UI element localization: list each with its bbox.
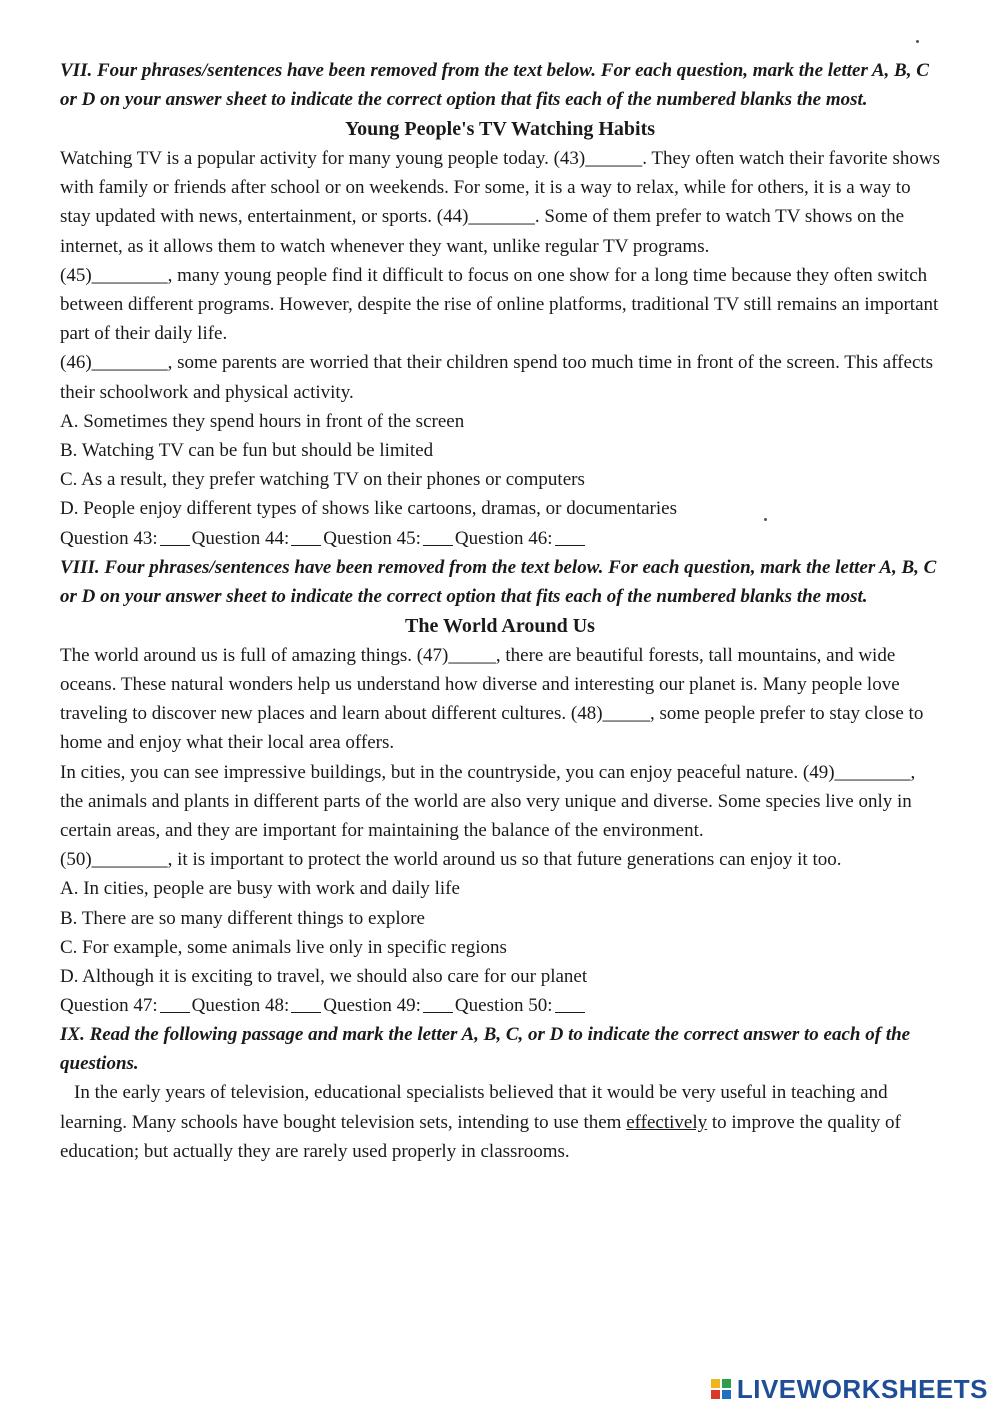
liveworksheets-logo-text: LIVEWORKSHEETS: [736, 1374, 988, 1404]
answer-label-48: Question 48:: [191, 995, 290, 1017]
answer-label-43: Question 43:: [60, 527, 158, 549]
section-7-answer-row: [60, 524, 940, 553]
section-8-heading: VIII. Four phrases/sentences have been removed from the text below. For each question, mark the letter A, B, C or D on your answer sheet to indicate the correct option that fits each of the numbered blanks the most.: [60, 556, 937, 607]
section-7-heading: VII. Four phrases/sentences have been removed from the text below. For each question, mark the letter A, B, C or D on your answer sheet to indicate the correct option that fits each of the numbered blanks the most.: [60, 60, 929, 110]
answer-blank-43[interactable]: [160, 527, 190, 546]
underlined-word: effectively: [626, 1111, 708, 1133]
section-7-option-d: D. People enjoy different types of shows like cartoons, dramas, or documentaries: [60, 498, 677, 520]
scan-speck: [916, 40, 919, 43]
logo-square-2: [722, 1379, 731, 1388]
section-7-title: Young People's TV Watching Habits: [344, 118, 656, 140]
answer-label-44: Question 44:: [191, 527, 290, 549]
section-8-paragraph-2: In cities, you can see impressive buildings, but in the countryside, you can enjoy peaceful nature. (49)________, the animals and plants in different parts of the world are also very unique and diverse. Some species live only in certain areas, and they are important for maintaining the balance of the environment.: [60, 761, 916, 842]
answer-label-46: Question 46:: [454, 527, 553, 549]
answer-blank-44[interactable]: [291, 527, 321, 546]
passage-text-after: to improve the quality of education; but actually they are rarely used properly in classrooms.: [60, 1111, 901, 1162]
section-8-option-a: A. In cities, people are busy with work and daily life: [60, 878, 460, 900]
logo-square-1: [711, 1379, 720, 1388]
section-8-title: The World Around Us: [405, 614, 595, 637]
answer-blank-50[interactable]: [555, 994, 585, 1013]
section-8-paragraph-3: (50)________, it is important to protect the world around us so that future generations can enjoy it too.: [60, 849, 842, 871]
passage-text-before: In the early years of television, educational specialists believed that it would be very useful in teaching and learning. Many schools have bought television sets, intending to use them: [60, 1082, 888, 1133]
section-9-passage: [60, 1078, 940, 1166]
section-9-heading: IX. Read the following passage and mark the letter A, B, C, or D to indicate the correct answer to each of the questions.: [60, 1024, 911, 1075]
answer-label-47: Question 47:: [60, 995, 158, 1017]
section-7-option-c: C. As a result, they prefer watching TV on their phones or computers: [60, 469, 585, 491]
section-7-paragraph-3: (46)________, some parents are worried that their children spend too much time in front of the screen. This affects their schoolwork and physical activity.: [60, 352, 934, 403]
logo-square-3: [711, 1390, 720, 1399]
section-8-option-d: D. Although it is exciting to travel, we should also care for our planet: [60, 966, 588, 988]
answer-label-45: Question 45:: [323, 527, 421, 549]
section-8-answer-row: [60, 991, 940, 1020]
answer-blank-45[interactable]: [423, 527, 453, 546]
section-7-paragraph-1: Watching TV is a popular activity for many young people today. (43)______. They often watch their favorite shows with family or friends after school or on weekends. For some, it is a way to relax, while for others, it is a way to stay updated with news, entertainment, or sports. (44)_______. Some of them prefer to watch TV shows on the internet, as it allows them to watch whenever they want, unlike regular TV programs.: [60, 148, 941, 257]
section-8-option-c: C. For example, some animals live only in specific regions: [60, 936, 507, 958]
section-8-paragraph-1: The world around us is full of amazing things. (47)_____, there are beautiful forests, tall mountains, and wide oceans. These natural wonders help us understand how diverse and interesting our planet is. Many people love traveling to discover new places and learn about different cultures. (48)_____, some people prefer to stay close to home and enjoy what their local area offers.: [60, 644, 924, 754]
section-7-paragraph-2: (45)________, many young people find it difficult to focus on one show for a long time because they often switch between different programs. However, despite the rise of online platforms, traditional TV still remains an important part of their daily life.: [60, 264, 939, 345]
answer-blank-48[interactable]: [291, 994, 321, 1013]
worksheet-page: [60, 56, 940, 1166]
answer-label-49: Question 49:: [323, 995, 421, 1017]
section-7-option-a: A. Sometimes they spend hours in front of the screen: [60, 410, 465, 432]
scan-speck: [764, 518, 767, 521]
liveworksheets-logo-icon: [711, 1379, 733, 1401]
answer-blank-46[interactable]: [555, 527, 585, 546]
section-7-option-b: B. Watching TV can be fun but should be limited: [60, 440, 434, 462]
answer-blank-49[interactable]: [423, 994, 453, 1013]
section-8-option-b: B. There are so many different things to explore: [60, 907, 425, 929]
answer-label-50: Question 50:: [454, 995, 553, 1017]
liveworksheets-logo[interactable]: [711, 1374, 988, 1405]
logo-square-4: [722, 1390, 731, 1399]
answer-blank-47[interactable]: [160, 994, 190, 1013]
